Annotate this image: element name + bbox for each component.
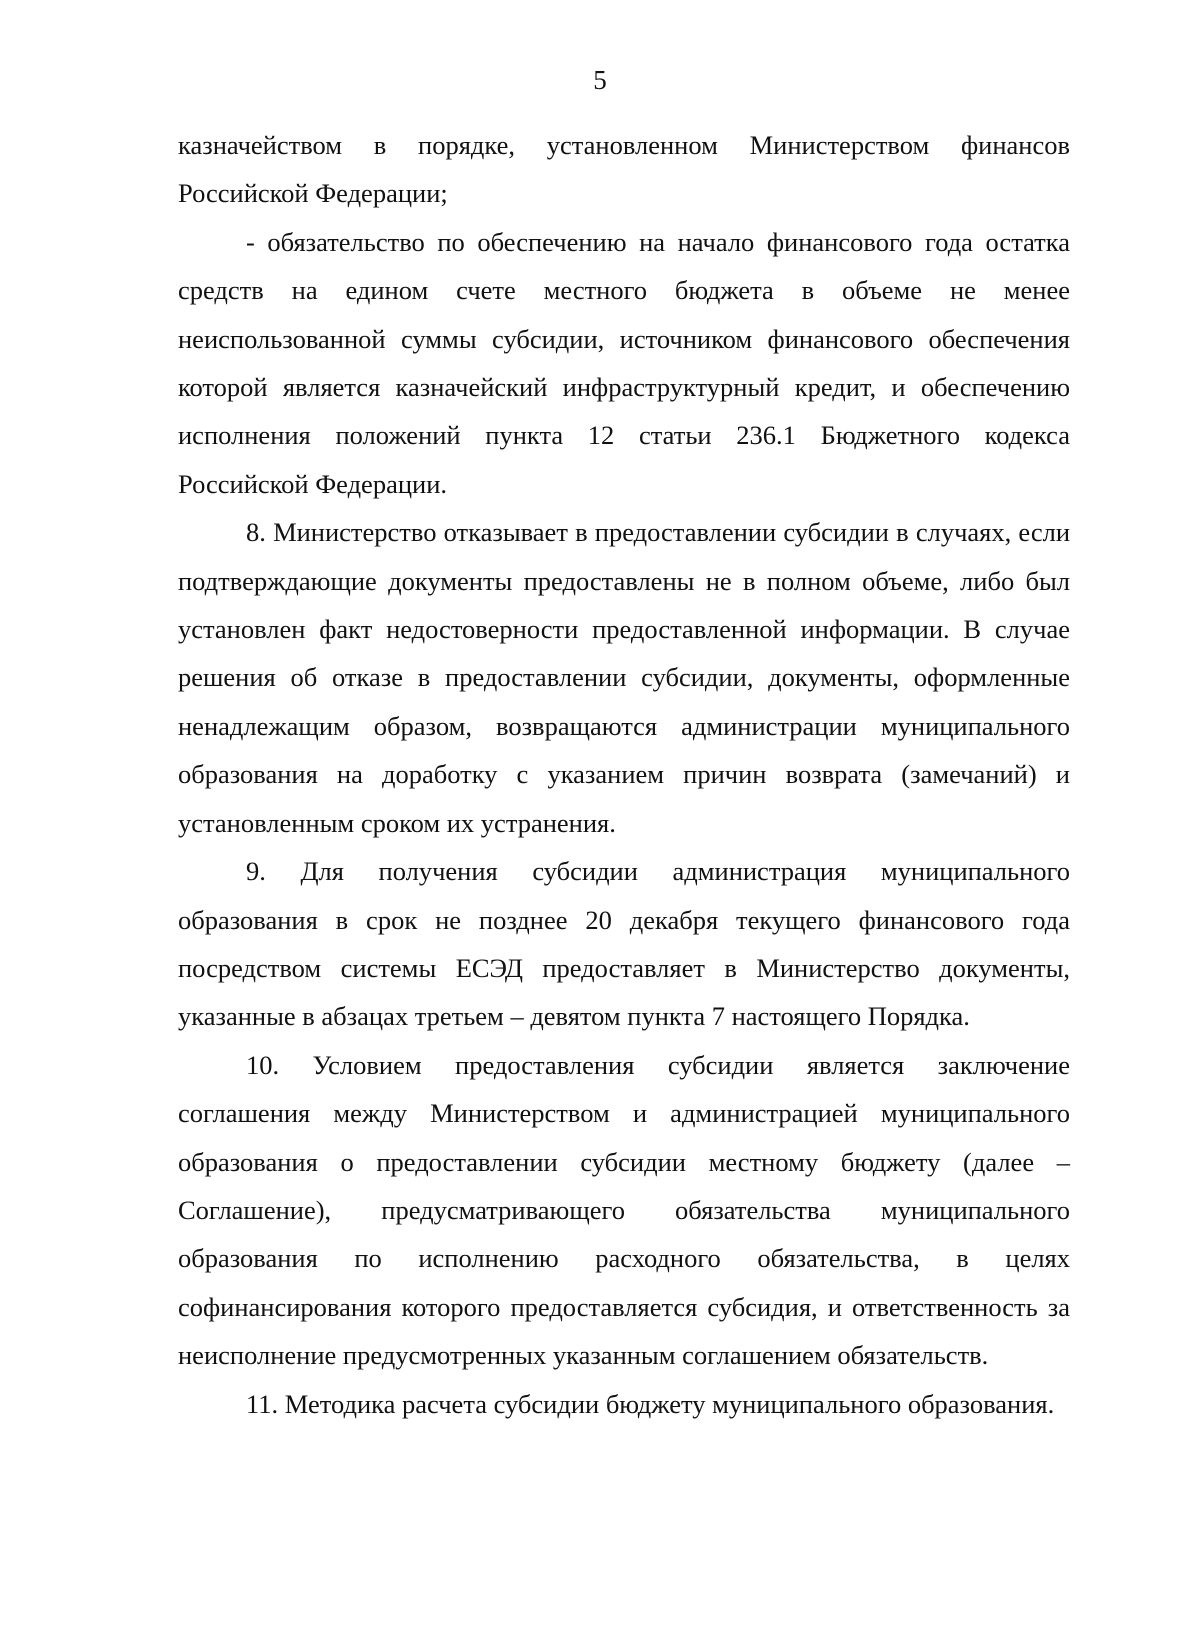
paragraph-item-11: 11. Методика расчета субсидии бюджету муниципального образования. <box>246 1388 1055 1419</box>
document-body <box>178 121 1070 1428</box>
paragraph-item-10: 10. Условием предоставления субсидии является заключение соглашения между Министерством и администрацией муниципального образования о предоставлении субсидии местному бюджету (далее – Соглашение), предусматривающего обязательства муниципального образования по исполнению расходного обязательства, в целях софинансирования которого предоставляется субсидия, и ответственность за неисполнение предусмотренных указанным соглашением обязательств. <box>178 1049 1070 1371</box>
paragraph-item-8: 8. Министерство отказывает в предоставлении субсидии в случаях, если подтверждающие документы предоставлены не в полном объеме, либо был установлен факт недостоверности предоставленной информации. В случае решения об отказе в предоставлении субсидии, документы, оформленные ненадлежащим образом, возвращаются администрации муниципального образования на доработку с указанием причин возврата (замечаний) и установленным сроком их устранения. <box>178 517 1070 838</box>
paragraph-continuation: казначейством в порядке, установленном Министерством финансов Российской Федерации; <box>178 130 1070 209</box>
paragraph-item-9: 9. Для получения субсидии администрация муниципального образования в срок не позднее 20 декабря текущего финансового года посредством системы ЕСЭД предоставляет в Министерство документы, указанные в абзацах третьем – девятом пункта 7 настоящего Порядка. <box>178 856 1070 1032</box>
paragraph-obligation: - обязательство по обеспечению на начало финансового года остатка средств на едином счете местного бюджета в объеме не менее неиспользованной суммы субсидии, источником финансового обеспечения которой является казначейский инфраструктурный кредит, и обеспечению исполнения положений пункта 12 статьи 236.1 Бюджетного кодекса Российской Федерации. <box>178 226 1070 499</box>
page-number: 5 <box>593 65 607 95</box>
